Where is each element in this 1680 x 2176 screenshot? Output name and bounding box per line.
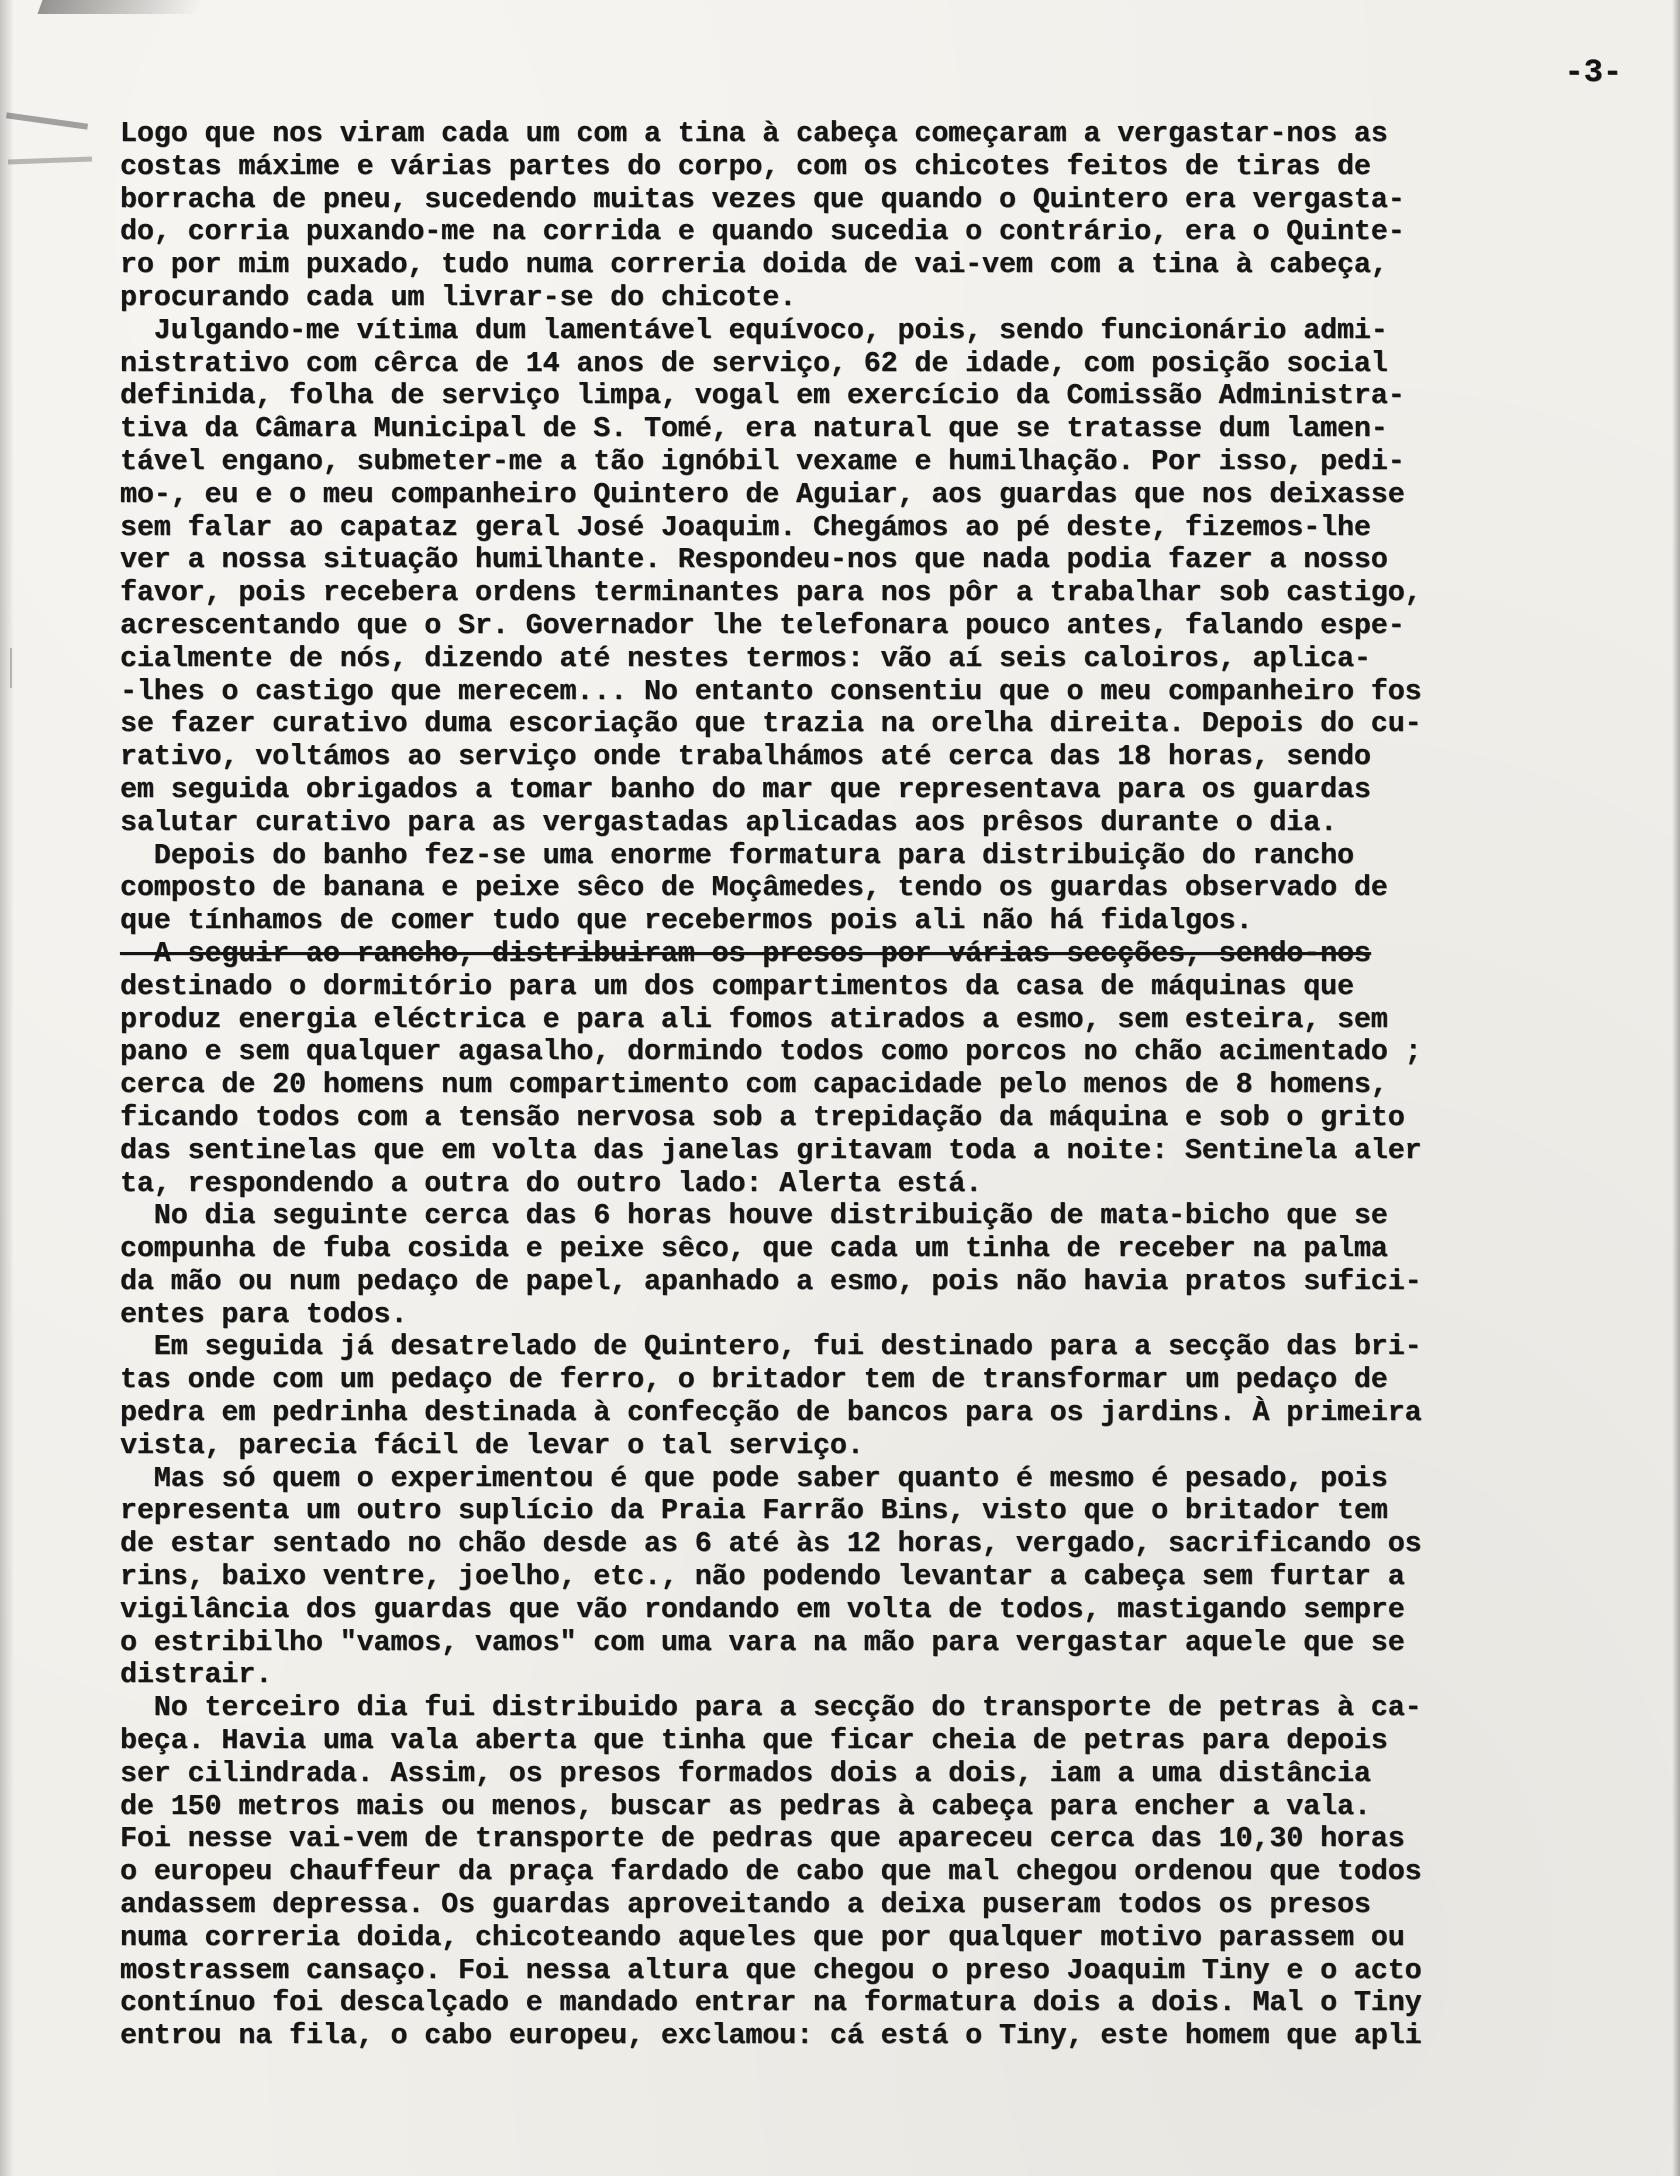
text-line: cialmente de nós, dizendo até nestes termos: vão aí seis caloiros, aplica- — [120, 641, 1371, 675]
text-line: rativo, voltámos ao serviço onde trabalhámos até cerca das 18 horas, sendo — [120, 740, 1371, 774]
text-line: mostrassem cansaço. Foi nessa altura que chegou o preso Joaquim Tiny e o acto — [120, 1953, 1422, 1987]
text-line: rins, baixo ventre, joelho, etc., não podendo levantar a cabeça sem furtar a — [120, 1560, 1405, 1594]
text-line: -lhes o castigo que merecem... No entanto consentiu que o meu companheiro fos — [120, 674, 1422, 708]
text-line: o europeu chauffeur da praça fardado de cabo que mal chegou ordenou que todos — [120, 1855, 1422, 1889]
text-line: pano e sem qualquer agasalho, dormindo todos como porcos no chão acimentado ; — [120, 1035, 1422, 1069]
text-line: entes para todos. — [120, 1297, 408, 1331]
text-line: ser cilindrada. Assim, os presos formados dois a dois, iam a uma distância — [120, 1756, 1371, 1790]
text-line: que tínhamos de comer tudo que recebermos pois ali não há fidalgos. — [120, 904, 1253, 938]
text-line: composto de banana e peixe sêco de Moçâmedes, tendo os guardas observado de — [120, 871, 1388, 905]
text-line: produz energia eléctrica e para ali fomos atirados a esmo, sem esteira, sem — [120, 1002, 1388, 1036]
text-line: Depois do banho fez-se uma enorme formatura para distribuição do rancho — [120, 838, 1354, 872]
text-line: contínuo foi descalçado e mandado entrar na formatura dois a dois. Mal o Tiny — [120, 1986, 1422, 2020]
text-line: o estribilho "vamos, vamos" com uma vara na mão para vergastar aquele que se — [120, 1625, 1405, 1659]
text-line: pedra em pedrinha destinada à confecção de bancos para os jardins. À primeira — [120, 1396, 1422, 1430]
text-line: de 150 metros mais ou menos, buscar as pedras à cabeça para encher a vala. — [120, 1789, 1371, 1823]
text-line: mo-, eu e o meu companheiro Quintero de Aguiar, aos guardas que nos deixasse — [120, 477, 1405, 511]
text-line: em seguida obrigados a tomar banho do mar que representava para os guardas — [120, 772, 1371, 806]
text-line: do, corria puxando-me na corrida e quando sucedia o contrário, era o Quinte- — [120, 215, 1405, 249]
text-line: procurando cada um livrar-se do chicote. — [120, 280, 797, 314]
text-line: favor, pois recebera ordens terminantes para nos pôr a trabalhar sob castigo, — [120, 576, 1422, 610]
margin-mark — [6, 112, 88, 129]
text-line: ro por mim puxado, tudo numa correria doida de vai-vem com a tina à cabeça, — [120, 248, 1388, 282]
text-line: beça. Havia uma vala aberta que tinha que ficar cheia de petras para depois — [120, 1724, 1388, 1758]
struck-text-line: A seguir ao rancho, distribuiram os presos por várias secções, sendo-nos — [120, 936, 1371, 970]
typewritten-body — [120, 118, 1620, 2053]
left-scan-edge — [0, 0, 14, 2176]
top-scan-smudge — [37, 0, 202, 14]
text-line: tável engano, submeter-me a tão ignóbil vexame e humilhação. Por isso, pedi- — [120, 444, 1405, 478]
text-line: vista, parecia fácil de levar o tal serviço. — [120, 1428, 864, 1462]
text-line: representa um outro suplício da Praia Farrão Bins, visto que o britador tem — [120, 1494, 1388, 1528]
text-line: costas máxime e várias partes do corpo, com os chicotes feitos de tiras de — [120, 149, 1371, 183]
text-line: definida, folha de serviço limpa, vogal em exercício da Comissão Administra- — [120, 379, 1405, 413]
margin-mark — [8, 157, 92, 165]
text-line: Julgando-me vítima dum lamentável equívoco, pois, sendo funcionário admi- — [120, 313, 1388, 347]
text-line: Em seguida já desatrelado de Quintero, fui destinado para a secção das bri- — [120, 1330, 1422, 1364]
text-line: No dia seguinte cerca das 6 horas houve distribuição de mata-bicho que se — [120, 1199, 1388, 1233]
text-line: andassem depressa. Os guardas aproveitando a deixa puseram todos os presos — [120, 1888, 1371, 1922]
text-line: borracha de pneu, sucedendo muitas vezes que quando o Quintero era vergasta- — [120, 182, 1405, 216]
text-line: Logo que nos viram cada um com a tina à cabeça começaram a vergastar-nos as — [120, 117, 1388, 150]
text-line: compunha de fuba cosida e peixe sêco, que cada um tinha de receber na palma — [120, 1232, 1388, 1266]
text-line: da mão ou num pedaço de papel, apanhado a esmo, pois não havia pratos sufici- — [120, 1264, 1422, 1298]
text-line: vigilância dos guardas que vão rondando em volta de todos, mastigando sempre — [120, 1592, 1405, 1626]
text-line: salutar curativo para as vergastadas aplicadas aos prêsos durante o dia. — [120, 805, 1338, 839]
text-line: destinado o dormitório para um dos compartimentos da casa de máquinas que — [120, 969, 1354, 1003]
text-line: numa correria doida, chicoteando aqueles que por qualquer motivo parassem ou — [120, 1920, 1405, 1954]
text-line: distrair. — [120, 1658, 273, 1692]
text-line: ficando todos com a tensão nervosa sob a trepidação da máquina e sob o grito — [120, 1100, 1405, 1134]
text-line: de estar sentado no chão desde as 6 até às 12 horas, vergado, sacrificando os — [120, 1527, 1422, 1561]
text-line: tiva da Câmara Municipal de S. Tomé, era natural que se tratasse dum lamen- — [120, 412, 1388, 446]
page-number: -3- — [1564, 54, 1622, 91]
text-line: entrou na fila, o cabo europeu, exclamou: cá está o Tiny, este homem que apli — [120, 2019, 1422, 2053]
text-line: acrescentando que o Sr. Governador lhe telefonara pouco antes, falando espe- — [120, 608, 1405, 642]
text-line: Foi nesse vai-vem de transporte de pedras que apareceu cerca das 10,30 horas — [120, 1822, 1405, 1856]
text-line: cerca de 20 homens num compartimento com capacidade pelo menos de 8 homens, — [120, 1068, 1388, 1102]
text-line: Mas só quem o experimentou é que pode saber quanto é mesmo é pesado, pois — [120, 1461, 1388, 1495]
text-line: tas onde com um pedaço de ferro, o britador tem de transformar um pedaço de — [120, 1363, 1388, 1397]
margin-mark — [10, 648, 48, 688]
right-scan-edge — [1672, 0, 1680, 2176]
text-line: das sentinelas que em volta das janelas gritavam toda a noite: Sentinela aler — [120, 1133, 1422, 1167]
text-line: sem falar ao capataz geral José Joaquim. Chegámos ao pé deste, fizemos-lhe — [120, 510, 1371, 544]
text-line: nistrativo com cêrca de 14 anos de serviço, 62 de idade, com posição social — [120, 346, 1388, 380]
text-line: se fazer curativo duma escoriação que trazia na orelha direita. Depois do cu- — [120, 707, 1422, 741]
text-line: No terceiro dia fui distribuido para a secção do transporte de petras à ca- — [120, 1691, 1422, 1725]
text-line: ta, respondendo a outra do outro lado: Alerta está. — [120, 1166, 983, 1200]
text-line: ver a nossa situação humilhante. Respondeu-nos que nada podia fazer a nosso — [120, 543, 1388, 577]
